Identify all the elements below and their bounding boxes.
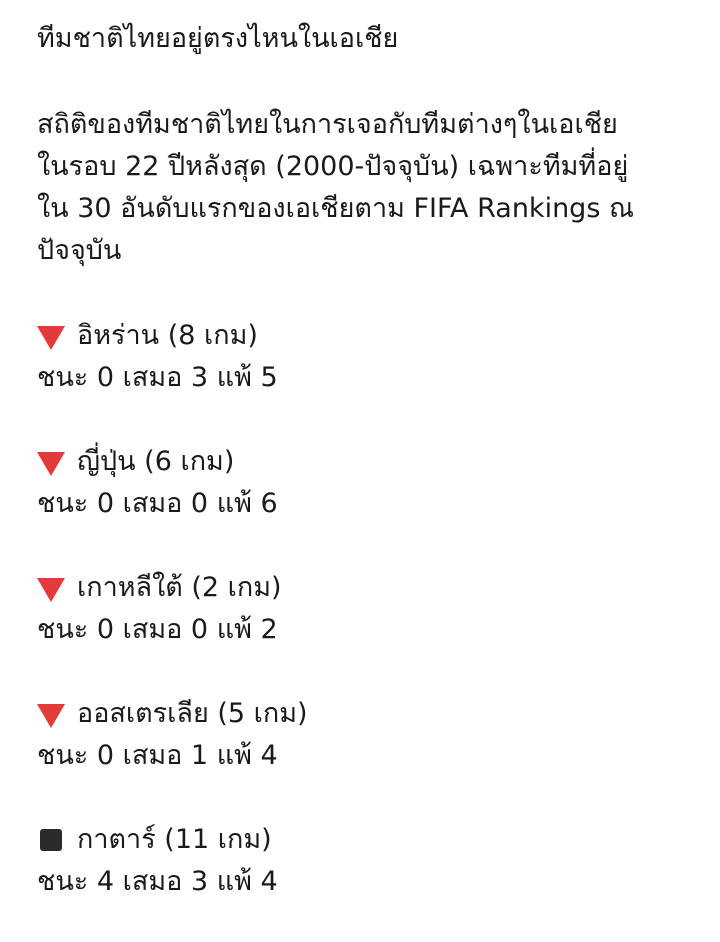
team-stat-south-korea	[37, 567, 707, 651]
team-heading: กาตาร์ (11 เกม)	[77, 824, 272, 855]
team-heading-row	[37, 693, 707, 735]
team-record: ชนะ 4 เสมอ 3 แพ้ 4	[37, 866, 278, 897]
team-heading: ญี่ปุ่น (6 เกม)	[77, 446, 235, 477]
team-stat-japan	[37, 441, 707, 525]
team-heading: เกาหลีใต้ (2 เกม)	[77, 572, 282, 603]
team-heading-row	[37, 441, 707, 483]
team-heading-row	[37, 315, 707, 357]
black-square-icon	[40, 829, 62, 851]
team-heading: ออสเตรเลีย (5 เกม)	[77, 698, 308, 729]
team-record: ชนะ 0 เสมอ 0 แพ้ 6	[37, 488, 278, 519]
team-heading-row	[37, 567, 707, 609]
red-down-triangle-icon	[37, 578, 65, 602]
team-stat-australia	[37, 693, 707, 777]
red-down-triangle-icon	[37, 326, 65, 350]
team-heading-row	[37, 819, 707, 861]
intro-line: ปัจจุบัน	[37, 235, 122, 266]
team-record: ชนะ 0 เสมอ 3 แพ้ 5	[37, 362, 278, 393]
post-title: ทีมชาติไทยอยู่ตรงไหนในเอเชีย	[37, 23, 399, 54]
red-down-triangle-icon	[37, 452, 65, 476]
team-record: ชนะ 0 เสมอ 1 แพ้ 4	[37, 740, 278, 771]
team-stat-iran	[37, 315, 707, 399]
intro-paragraph	[37, 104, 707, 272]
red-down-triangle-icon	[37, 704, 65, 728]
intro-line: ใน 30 อันดับแรกของเอเชียตาม FIFA Rankings ณ	[37, 193, 635, 224]
team-stat-qatar	[37, 819, 707, 903]
intro-line: สถิติของทีมชาติไทยในการเจอกับทีมต่างๆในเอเชีย	[37, 109, 618, 140]
team-record: ชนะ 0 เสมอ 0 แพ้ 2	[37, 614, 278, 645]
intro-line: ในรอบ 22 ปีหลังสุด (2000-ปัจจุบัน) เฉพาะทีมที่อยู่	[37, 151, 629, 182]
team-heading: อิหร่าน (8 เกม)	[77, 320, 258, 351]
post-body	[37, 0, 707, 903]
